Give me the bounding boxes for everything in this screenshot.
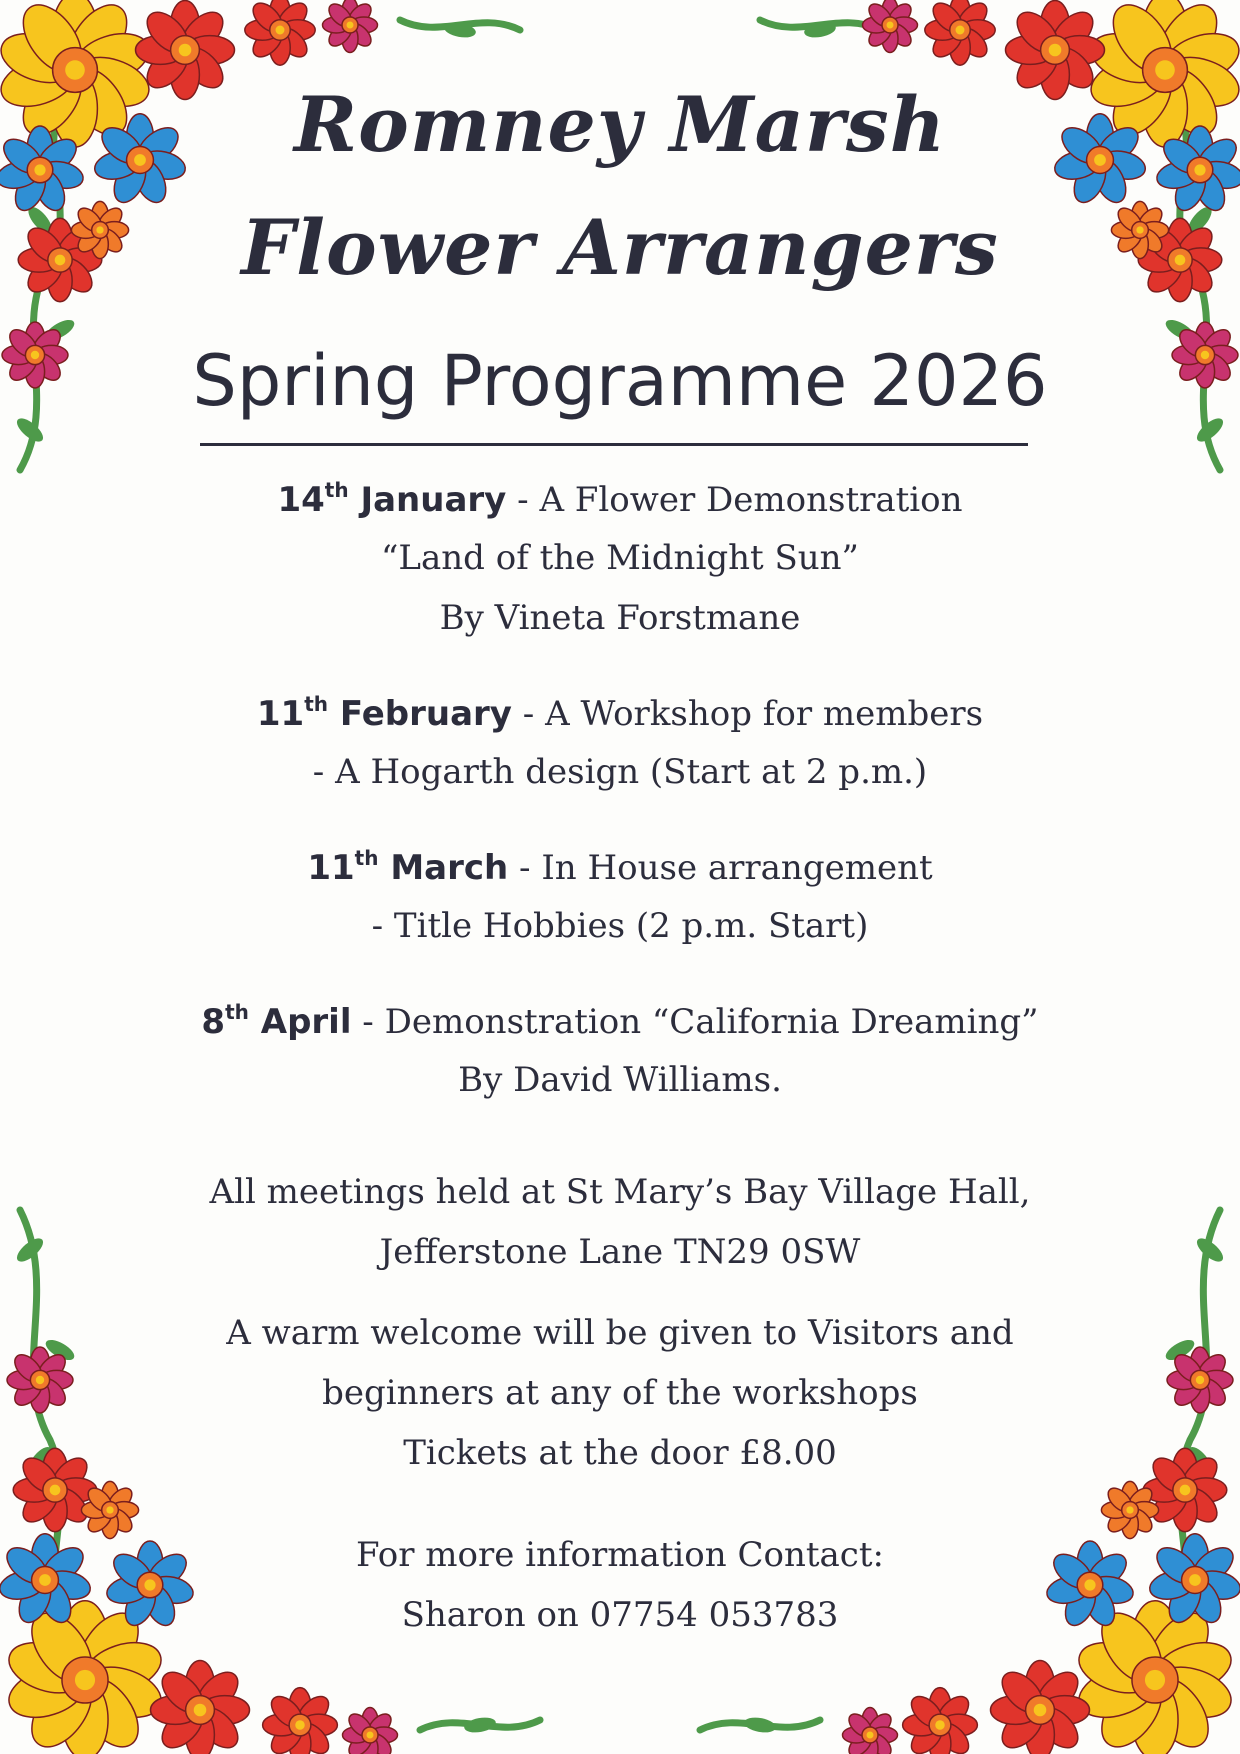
contact-phone: Sharon on 07754 053783 <box>401 1595 839 1635</box>
welcome-line-2: beginners at any of the workshops <box>322 1373 918 1413</box>
programme-title: Spring Programme 2026 <box>192 340 1048 422</box>
welcome-line-1: A warm welcome will be given to Visitors and <box>226 1313 1014 1353</box>
event-4-heading <box>0 1000 1240 1042</box>
flower-icon <box>81 1481 138 1538</box>
flower-icon <box>843 1708 898 1754</box>
flower-icon <box>925 0 995 65</box>
event-1-month: January <box>360 480 507 520</box>
flower-icon <box>991 1661 1090 1754</box>
event-4-line-2: By David Williams. <box>458 1060 782 1100</box>
flower-icon <box>1101 1481 1158 1538</box>
flower-icon <box>263 1688 338 1754</box>
event-4-separator: - <box>351 1002 385 1042</box>
event-4-day: 8 <box>201 1002 226 1042</box>
event-4-description: Demonstration “California Dreaming” <box>384 1002 1039 1042</box>
flower-icon <box>343 1708 398 1754</box>
leaf <box>463 1715 497 1734</box>
event-2-line-2: - A Hogarth design (Start at 2 p.m.) <box>312 752 928 792</box>
event-3-day: 11 <box>307 848 355 888</box>
event-1-description: A Flower Demonstration <box>539 480 963 520</box>
event-1-line-3: By Vineta Forstmane <box>439 598 801 638</box>
event-2-suffix: th <box>304 692 329 716</box>
event-3-separator: - <box>508 848 542 888</box>
event-3-heading <box>0 846 1240 888</box>
leaf <box>743 1715 777 1734</box>
vine-stem <box>1170 1210 1220 1650</box>
event-1-suffix: th <box>324 478 349 502</box>
event-1-separator: - <box>506 480 540 520</box>
flower-icon <box>323 0 378 53</box>
vine-stem <box>20 1210 70 1650</box>
title-underline <box>200 443 1028 446</box>
event-2-day: 11 <box>256 694 305 734</box>
event-3-month: March <box>390 848 509 888</box>
event-2-description: A Workshop for members <box>545 694 984 734</box>
flower-icon <box>903 1688 978 1754</box>
event-1-day: 14 <box>277 480 325 520</box>
contact-line-1: For more information Contact: <box>356 1535 884 1575</box>
event-2-heading <box>0 692 1240 734</box>
venue-line-1: All meetings held at St Mary’s Bay Village Hall, <box>209 1172 1031 1212</box>
event-3-suffix: th <box>354 846 379 870</box>
title-line-2: Flower Arrangers <box>241 203 999 292</box>
flower-icon <box>151 1661 250 1754</box>
event-1-line-2: “Land of the Midnight Sun” <box>381 538 859 578</box>
event-3-line-2: - Title Hobbies (2 p.m. Start) <box>371 906 869 946</box>
event-1-heading <box>0 478 1240 520</box>
title-line-1: Romney Marsh <box>294 80 946 169</box>
event-2-separator: - <box>511 694 546 734</box>
event-4-suffix: th <box>225 1000 249 1024</box>
event-3-description: In House arrangement <box>541 848 933 888</box>
venue-line-2: Jefferstone Lane TN29 0SW <box>379 1232 861 1272</box>
flower-icon <box>245 0 315 65</box>
ticket-price: Tickets at the door £8.00 <box>403 1433 837 1473</box>
event-4-month: April <box>260 1002 352 1042</box>
event-2-month: February <box>339 694 512 734</box>
